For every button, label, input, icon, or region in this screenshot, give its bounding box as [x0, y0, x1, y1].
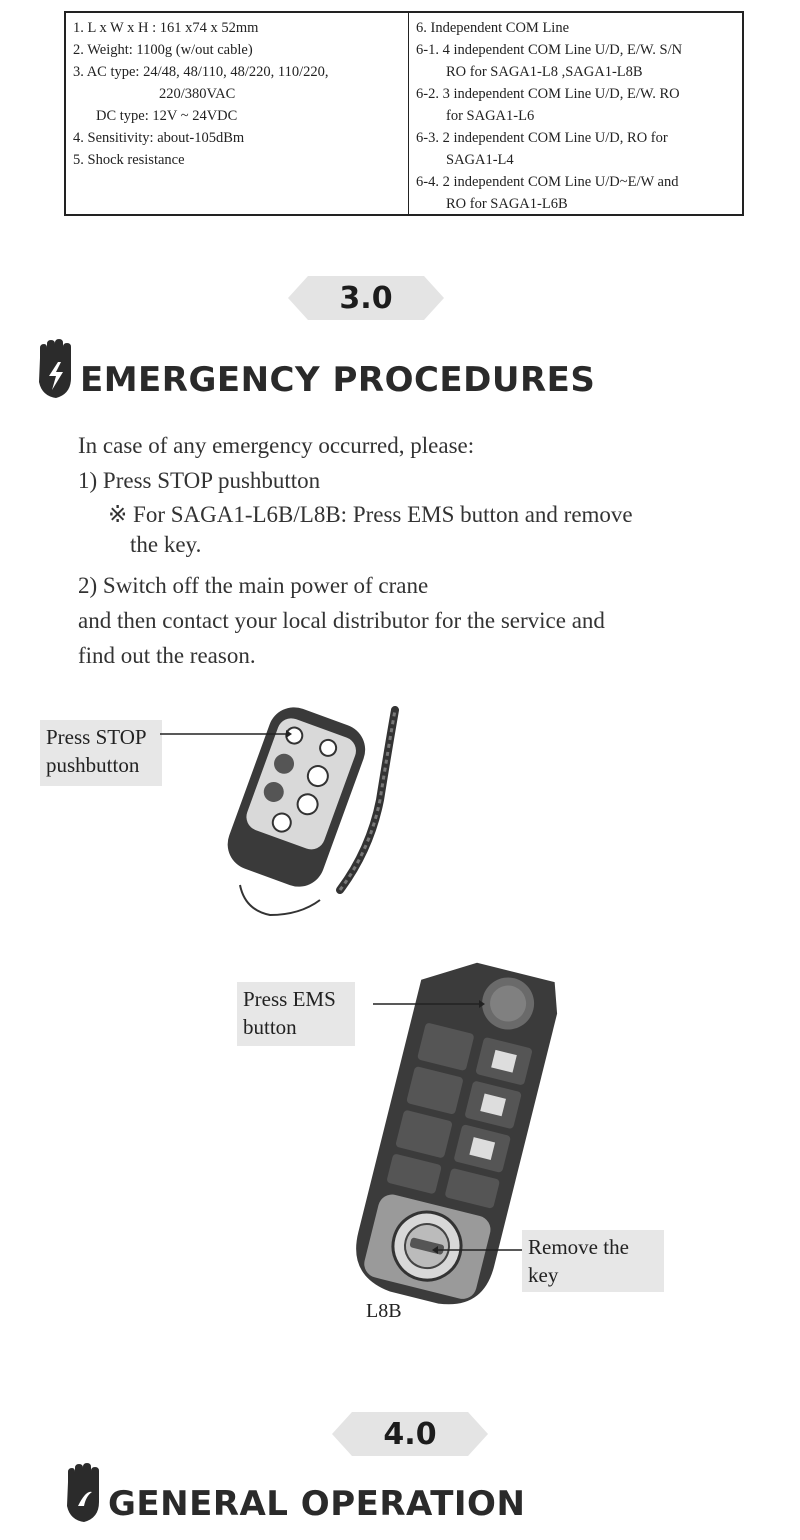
spec-com-6-3: 6-3. 2 independent COM Line U/D, RO for [416, 130, 668, 146]
outro-line-1: and then contact your local distributor for the service and [78, 608, 605, 633]
section-4-badge [330, 1410, 490, 1458]
step-1: 1) Press STOP pushbutton [78, 468, 321, 493]
section-3-number: 3.0 [339, 280, 393, 316]
figure-caption-l8b: L8B [366, 1300, 402, 1322]
stop-leader-line [160, 728, 292, 740]
spec-weight: 2. Weight: 1100g (w/out cable) [73, 42, 253, 58]
emergency-instructions [78, 428, 758, 673]
step-2: 2) Switch off the main power of crane [78, 573, 429, 598]
press-stop-label-line1: Press STOP [46, 725, 147, 749]
spec-com-6-2-cont: for SAGA1-L6 [446, 108, 535, 124]
spec-sensitivity: 4. Sensitivity: about-105dBm [73, 130, 245, 146]
spec-shock: 5. Shock resistance [73, 152, 185, 168]
press-ems-label-line2: button [243, 1015, 297, 1039]
general-operation-title: GENERAL OPERATION [108, 1484, 526, 1524]
section-4-number: 4.0 [383, 1416, 437, 1452]
remove-key-label-line1: Remove the [528, 1235, 629, 1259]
key-leader-line [432, 1244, 522, 1256]
spec-com-6-4: 6-4. 2 independent COM Line U/D~E/W and [416, 174, 679, 190]
emergency-title: EMERGENCY PROCEDURES [80, 360, 596, 400]
spec-com-6-1-cont: RO for SAGA1-L8 ,SAGA1-L8B [446, 64, 643, 80]
spec-dimensions: 1. L x W x H : 161 x74 x 52mm [73, 20, 259, 36]
spec-dc-type: DC type: 12V ~ 24VDC [96, 108, 238, 124]
general-operation-heading [62, 1462, 525, 1524]
spec-com-line: 6. Independent COM Line [416, 20, 570, 36]
spec-com-6-4-cont: RO for SAGA1-L6B [446, 196, 568, 212]
hand-pointer-icon [62, 1462, 106, 1524]
ems-leader-line [373, 998, 485, 1010]
intro-text: In case of any emergency occurred, please: [78, 433, 475, 458]
outro-line-2: find out the reason. [78, 643, 256, 668]
spec-ac-type: 3. AC type: 24/48, 48/110, 48/220, 110/220, [73, 64, 329, 80]
hand-warning-icon [34, 338, 78, 400]
spec-column-right [409, 13, 742, 214]
spec-com-6-2: 6-2. 3 independent COM Line U/D, E/W. RO [416, 86, 680, 102]
spec-table [64, 11, 744, 216]
note-line-2: the key. [130, 532, 202, 557]
spec-com-6-1: 6-1. 4 independent COM Line U/D, E/W. S/N [416, 42, 683, 58]
press-stop-callout [40, 720, 162, 786]
spec-ac-type-cont: 220/380VAC [159, 86, 236, 102]
spec-com-6-3-cont: SAGA1-L4 [446, 152, 514, 168]
press-stop-label-line2: pushbutton [46, 753, 140, 777]
emergency-heading [34, 338, 595, 400]
remove-key-callout [522, 1230, 664, 1292]
spec-column-left [66, 13, 409, 214]
remove-key-label-line2: key [528, 1263, 559, 1287]
section-3-badge [286, 274, 446, 322]
note-line-1: ※ For SAGA1-L6B/L8B: Press EMS button and remove [108, 502, 633, 527]
note-l6b-l8b [78, 500, 758, 560]
press-ems-label-line1: Press EMS [243, 987, 336, 1011]
press-ems-callout [237, 982, 355, 1046]
